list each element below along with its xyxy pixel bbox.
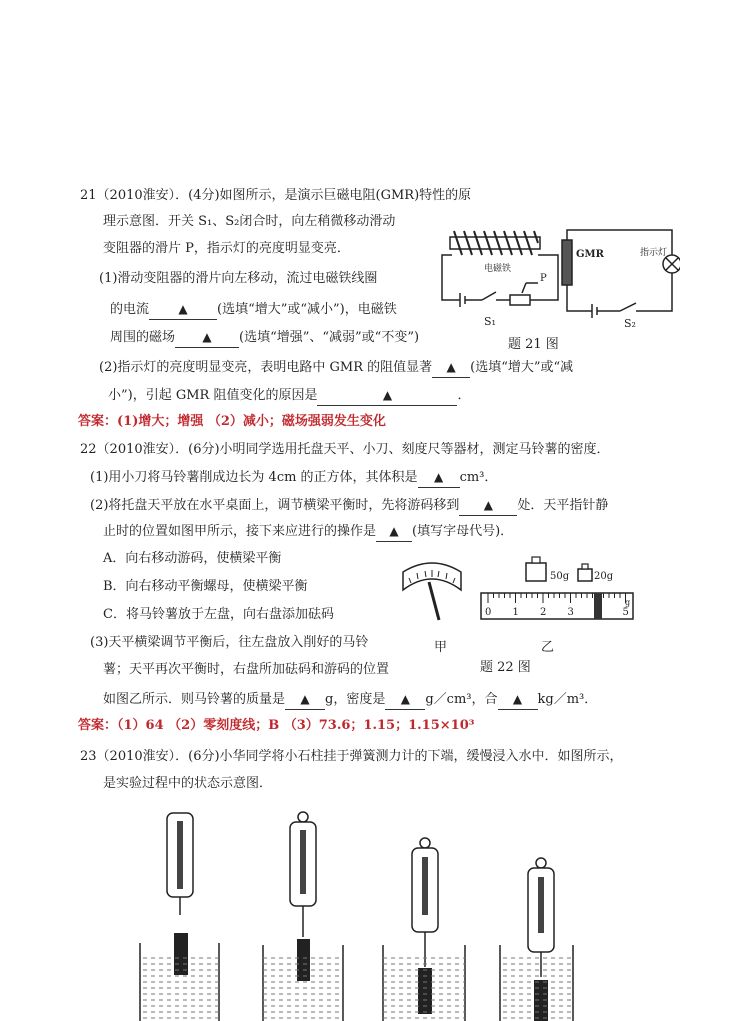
blank-marker: ▲ [433,470,444,484]
ruler-tick-label: 0 [485,607,492,618]
ruler-body [481,593,633,619]
q22-option-c: C．将马铃薯放于左盘，向右盘添加砝码 [103,607,334,622]
ruler-tick-label: 2 [540,607,547,618]
rider-slider [594,593,602,619]
ruler-tick-label: 3 [567,607,574,618]
q21-line-5: 的电流 ▲ (选填“增大”或“减小”)，电磁铁 [110,300,397,320]
slider-p-label: P [540,273,547,284]
gmr-label: GMR [576,249,604,260]
weight-20g [578,564,592,581]
q22-answer: 答案：（1）64 （2）零刻度线；B （3）73.6；1.15；1.15×10³ [78,718,475,733]
switch-s1-label: S₁ [484,315,496,328]
q23-line-1: 23（2010淮安）．(6分)小华同学将小石柱挂于弹簧测力计的下端，缓慢浸入水中．如图所示， [80,749,623,764]
q22-caption: 题 22 图 [480,660,531,675]
weight-50g [526,557,546,581]
q21-line-6: 周围的磁场 ▲ (选填“增强”、“减弱”或“不变”) [110,328,419,348]
ruler-tick-label: 5 [622,607,629,618]
q21-line-2: 理示意图．开关 S₁、S₂闭合时，向左稍微移动滑动 [103,214,396,229]
q23-line-2: 是实验过程中的状态示意图． [103,776,273,791]
blank-marker: ▲ [202,330,212,344]
q22-option-b: B．向右移动平衡螺母，使横梁平衡 [103,579,308,594]
lamp-label: 指示灯 [640,248,668,258]
q22-line-2: (1)用小刀将马铃薯削成边长为 4cm 的正方体，其体积是 ▲ cm³． [90,468,497,488]
weight-50g-label: 50g [550,571,570,582]
q22-line-9: 薯；天平再次平衡时，右盘所加砝码和游码的位置 [103,662,390,677]
blank-marker: ▲ [300,692,310,706]
q21-circuit-figure [440,225,680,345]
q21-line-7: (2)指示灯的亮度明显变亮，表明电路中 GMR 的阻值显著 ▲ (选填“增大”或“减 [99,358,573,378]
q22-line-10: 如图乙所示．则马铃薯的质量是 ▲ g，密度是 ▲ g／cm³，合 ▲ kg／m³． [103,690,597,710]
q22-option-a: A．向右移动游码，使横梁平衡 [103,551,282,566]
q22-line-3: (2)将托盘天平放在水平桌面上，调节横梁平衡时，先将游码移到 ▲ 处．天平指针静 [90,496,608,516]
label-yi: 乙 [541,640,555,655]
balance-pointer [429,582,439,620]
blank-marker: ▲ [389,524,399,538]
spring-scale-4 [500,858,573,1021]
blank-marker: ▲ [178,302,188,316]
q22-line-4: 止时的位置如图甲所示，接下来应进行的操作是 ▲ (填写字母代号)． [103,522,513,542]
label-jia: 甲 [434,640,448,655]
blank-marker: ▲ [512,692,523,706]
blank-marker: ▲ [382,388,393,402]
q21-caption: 题 21 图 [508,337,559,352]
switch-s2-label: S₂ [624,317,636,330]
q22-line-1: 22（2010淮安）．(6分)小明同学选用托盘天平、小刀、刻度尺等器材，测定马铃薯的密度． [80,442,610,457]
q23-spring-scale-figure [135,805,575,1021]
ruler-unit: g [625,598,631,607]
weight-20g-label: 20g [594,571,614,582]
q21-line-3: 变阻器的滑片 P，指示灯的亮度明显变亮． [103,241,350,256]
blank-marker: ▲ [483,498,494,512]
q21-line-8: 小”)，引起 GMR 阻值变化的原因是 ▲ ． [108,386,470,406]
blank-marker: ▲ [400,692,410,706]
spring-scale-1 [140,813,219,1021]
balance-dial-figure [395,560,470,622]
q22-line-8: (3)天平横梁调节平衡后，往左盘放入削好的马铃 [90,635,369,650]
blank-marker: ▲ [446,360,456,374]
spring-scale-3 [383,838,465,1021]
ruler-tick-label: 1 [512,607,519,618]
q21-answer: 答案：(1)增大；增强 （2）减小；磁场强弱发生变化 [78,414,386,429]
weights-ruler-figure [478,555,638,630]
q21-line-1: 21（2010淮安）．(4分)如图所示，是演示巨磁电阻(GMR)特性的原 [80,188,472,203]
spring-scale-2 [263,812,343,1021]
q21-line-4: (1)滑动变阻器的滑片向左移动，流过电磁铁线圈 [99,271,378,286]
electromagnet-label: 电磁铁 [484,264,512,274]
